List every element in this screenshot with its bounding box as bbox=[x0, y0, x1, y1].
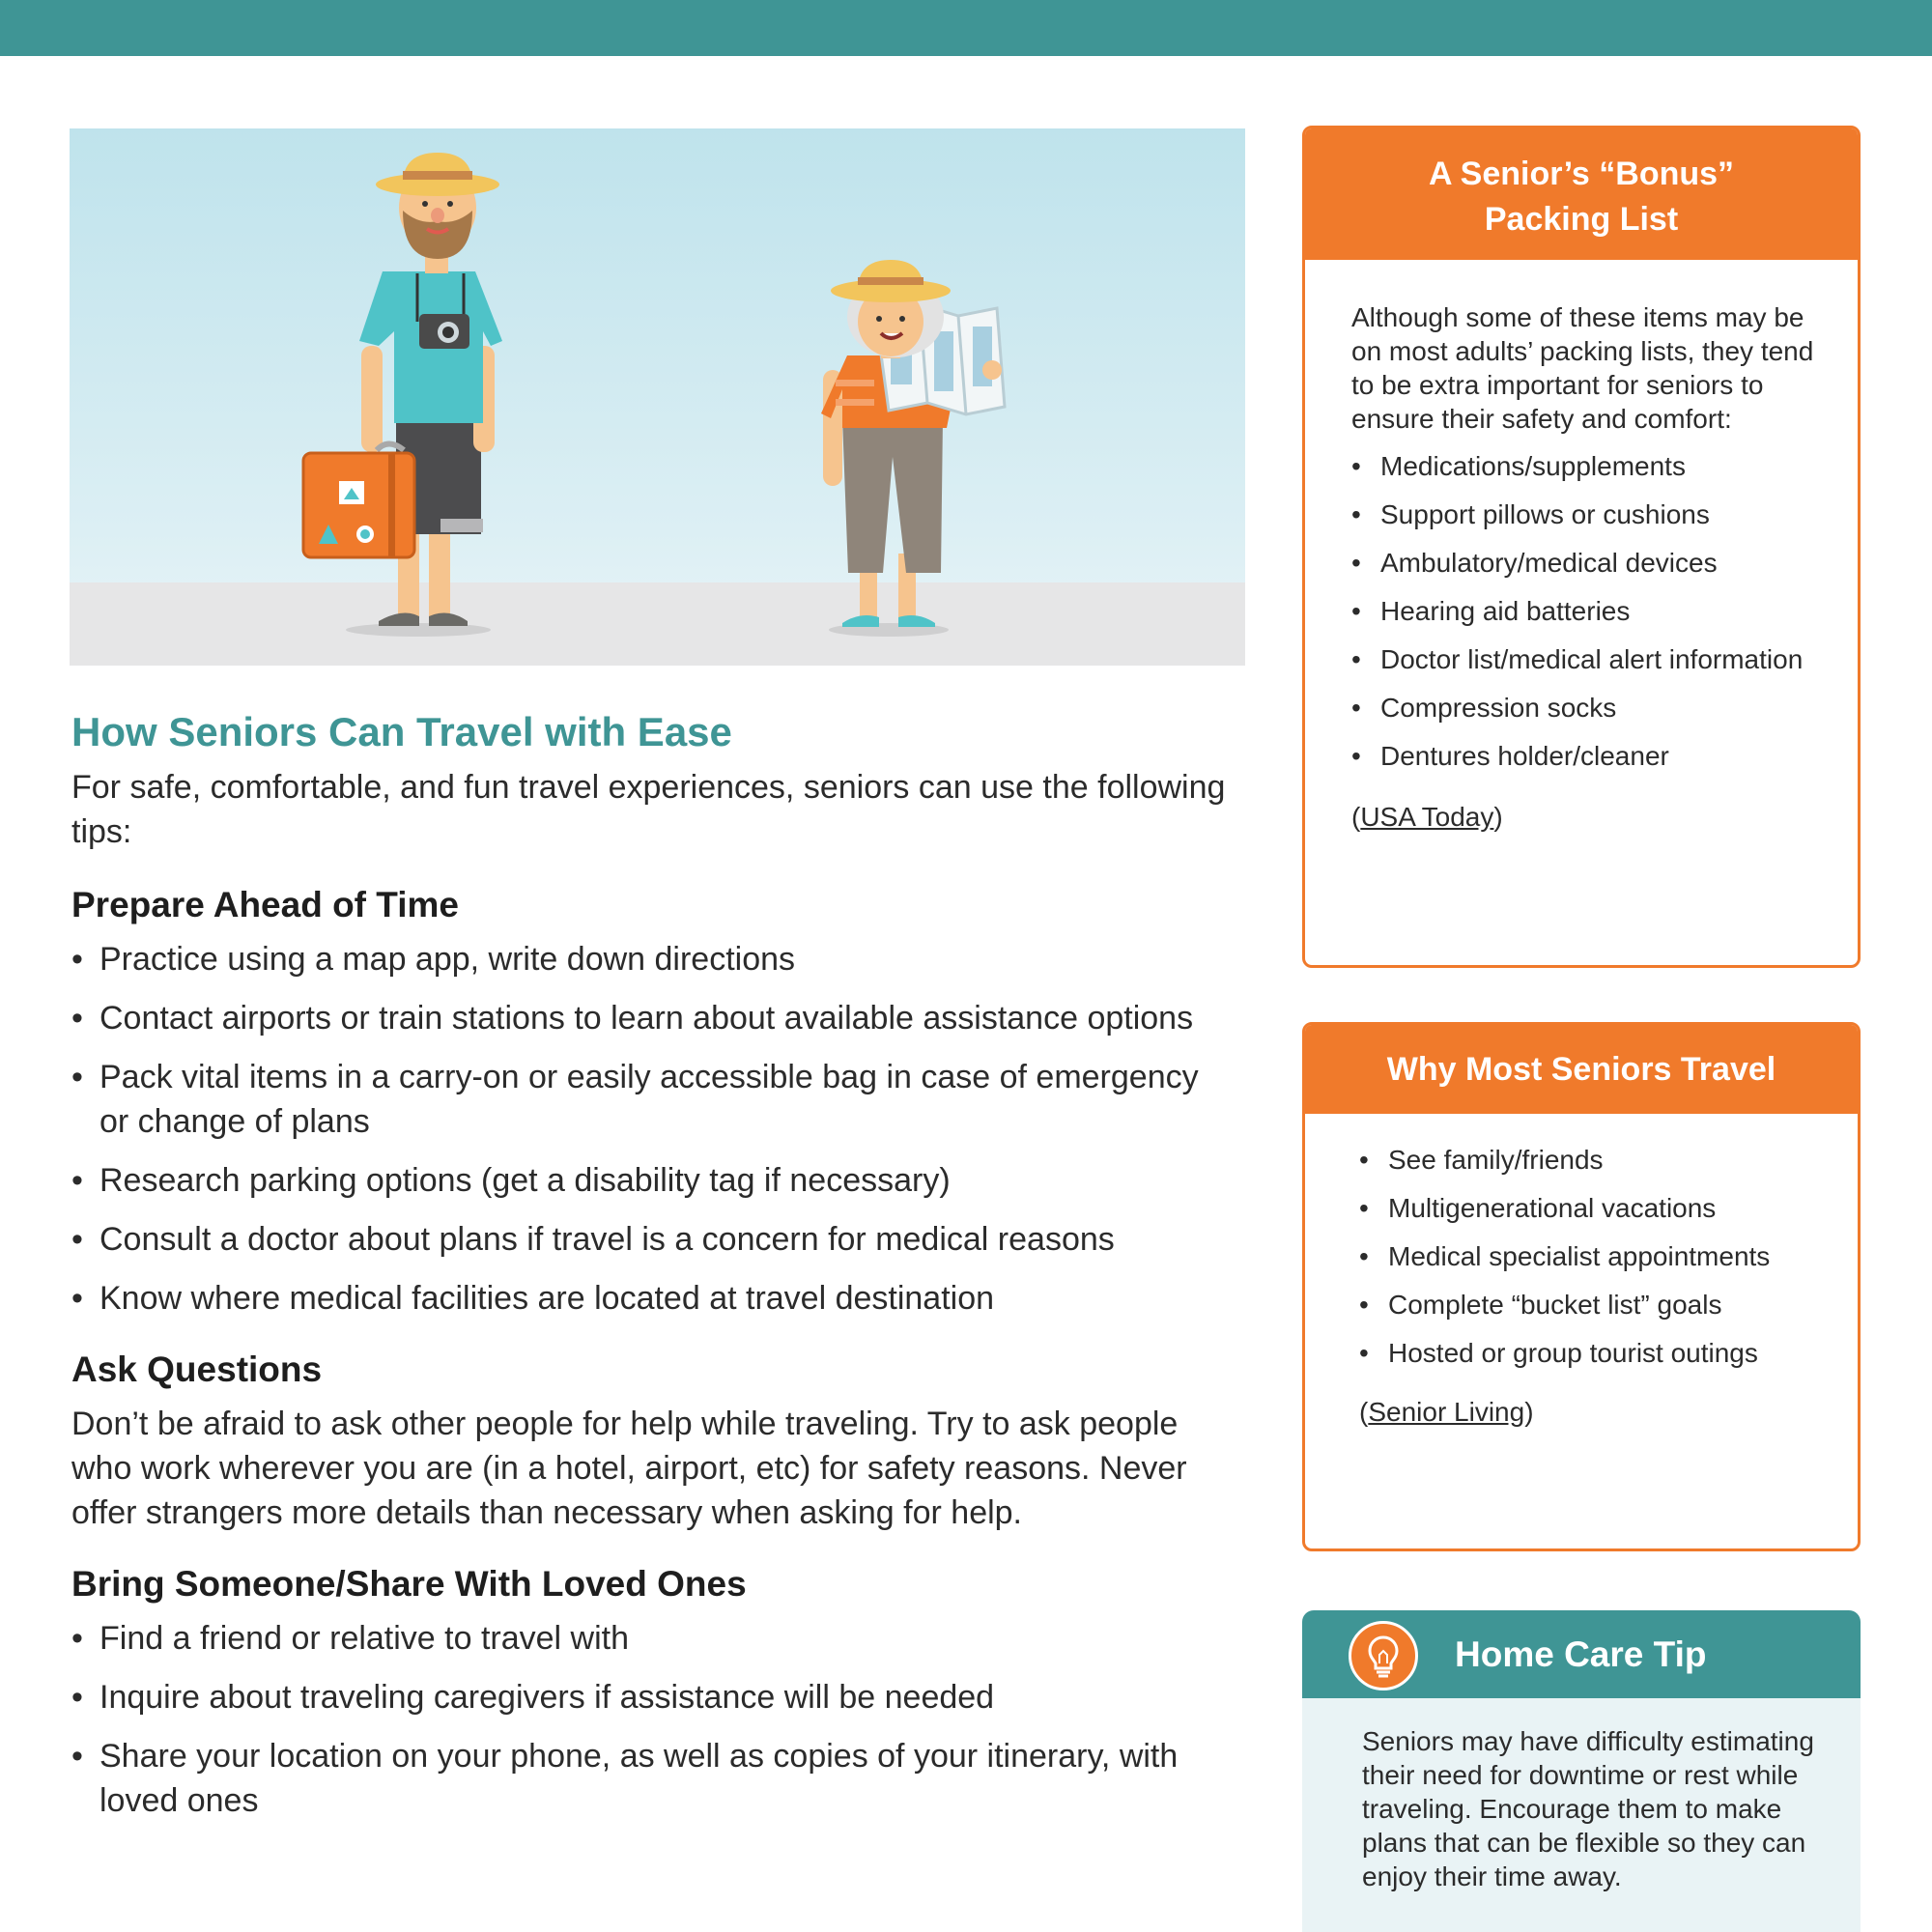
list-item: • Hosted or group tourist outings bbox=[1359, 1336, 1823, 1370]
list-item: • Support pillows or cushions bbox=[1351, 497, 1823, 531]
packing-list-body bbox=[1305, 260, 1858, 835]
list-item: • Medical specialist appointments bbox=[1359, 1239, 1823, 1273]
list-item: • Consult a doctor about plans if travel is a concern for medical reasons bbox=[71, 1217, 1231, 1262]
main-content bbox=[71, 703, 1231, 1823]
list-item: • Inquire about traveling caregivers if assistance will be needed bbox=[71, 1675, 1231, 1719]
packing-list-box bbox=[1302, 126, 1861, 968]
packing-intro: Although some of these items may be on most adults’ packing lists, they tend to be extra important for seniors to ensure their safety and comfort: bbox=[1351, 302, 1814, 434]
list-item: • Medications/supplements bbox=[1351, 449, 1823, 483]
list-item: • Compression socks bbox=[1351, 691, 1823, 724]
packing-title-line2: Packing List bbox=[1484, 201, 1679, 238]
why-source bbox=[1359, 1395, 1823, 1430]
prepare-list bbox=[71, 937, 1231, 1321]
source-link-usa-today[interactable]: USA Today bbox=[1360, 802, 1494, 832]
home-care-tip-title: Home Care Tip bbox=[1455, 1634, 1707, 1674]
list-item: • Pack vital items in a carry-on or easily accessible bag in case of emergency or change of plans bbox=[71, 1055, 1231, 1144]
list-item: • Dentures holder/cleaner bbox=[1351, 739, 1823, 773]
list-item: • Share your location on your phone, as well as copies of your itinerary, with loved ones bbox=[71, 1734, 1231, 1823]
paren-close: ) bbox=[1493, 802, 1503, 832]
list-item: • Hearing aid batteries bbox=[1351, 594, 1823, 628]
list-item: • Know where medical facilities are located at travel destination bbox=[71, 1276, 1231, 1321]
home-care-tip-header bbox=[1302, 1610, 1861, 1698]
hero-illustration bbox=[70, 128, 1245, 666]
paren-open: ( bbox=[1359, 1397, 1369, 1427]
packing-source bbox=[1351, 800, 1823, 835]
paren-open: ( bbox=[1351, 802, 1361, 832]
senior-woman-figure bbox=[821, 260, 1005, 637]
main-heading: How Seniors Can Travel with Ease bbox=[71, 709, 732, 754]
section-title-bring: Bring Someone/Share With Loved Ones bbox=[71, 1564, 747, 1604]
list-item: • Practice using a map app, write down directions bbox=[71, 937, 1231, 981]
list-item: • Research parking options (get a disability tag if necessary) bbox=[71, 1158, 1231, 1203]
bring-list bbox=[71, 1616, 1231, 1823]
lightbulb-icon bbox=[1349, 1621, 1418, 1690]
intro-text: For safe, comfortable, and fun travel experiences, seniors can use the following tips: bbox=[71, 769, 1226, 850]
packing-title-line1: A Senior’s “Bonus” bbox=[1428, 156, 1735, 192]
home-care-tip-box bbox=[1302, 1610, 1861, 1932]
senior-man-figure bbox=[303, 153, 502, 637]
list-item: • Complete “bucket list” goals bbox=[1359, 1288, 1823, 1321]
why-travel-items bbox=[1359, 1143, 1823, 1370]
section-title-ask: Ask Questions bbox=[71, 1350, 323, 1389]
list-item: • Find a friend or relative to travel with bbox=[71, 1616, 1231, 1661]
header-banner bbox=[0, 0, 1932, 56]
list-item: • Multigenerational vacations bbox=[1359, 1191, 1823, 1225]
ask-text: Don’t be afraid to ask other people for help while traveling. Try to ask people who work wherever you are (in a hotel, airport, etc) for safety reasons. Never offer strangers more details than necessary when asking for help. bbox=[71, 1406, 1187, 1531]
why-travel-box bbox=[1302, 1022, 1861, 1551]
source-link-senior-living[interactable]: Senior Living bbox=[1368, 1397, 1525, 1427]
list-item: • Doctor list/medical alert information bbox=[1351, 642, 1823, 676]
why-travel-body bbox=[1305, 1114, 1858, 1430]
list-item: • Contact airports or train stations to learn about available assistance options bbox=[71, 996, 1231, 1040]
why-travel-header: Why Most Seniors Travel bbox=[1305, 1025, 1858, 1114]
home-care-tip-text: Seniors may have difficulty estimating their need for downtime or rest while traveling. Encourage them to make plans that can be flexible so they can enjoy their time away. bbox=[1362, 1726, 1814, 1891]
list-item: • See family/friends bbox=[1359, 1143, 1823, 1177]
paren-close: ) bbox=[1524, 1397, 1534, 1427]
packing-list-header bbox=[1305, 128, 1858, 260]
section-title-prepare: Prepare Ahead of Time bbox=[71, 885, 459, 924]
list-item: • Ambulatory/medical devices bbox=[1351, 546, 1823, 580]
packing-items bbox=[1351, 449, 1823, 773]
